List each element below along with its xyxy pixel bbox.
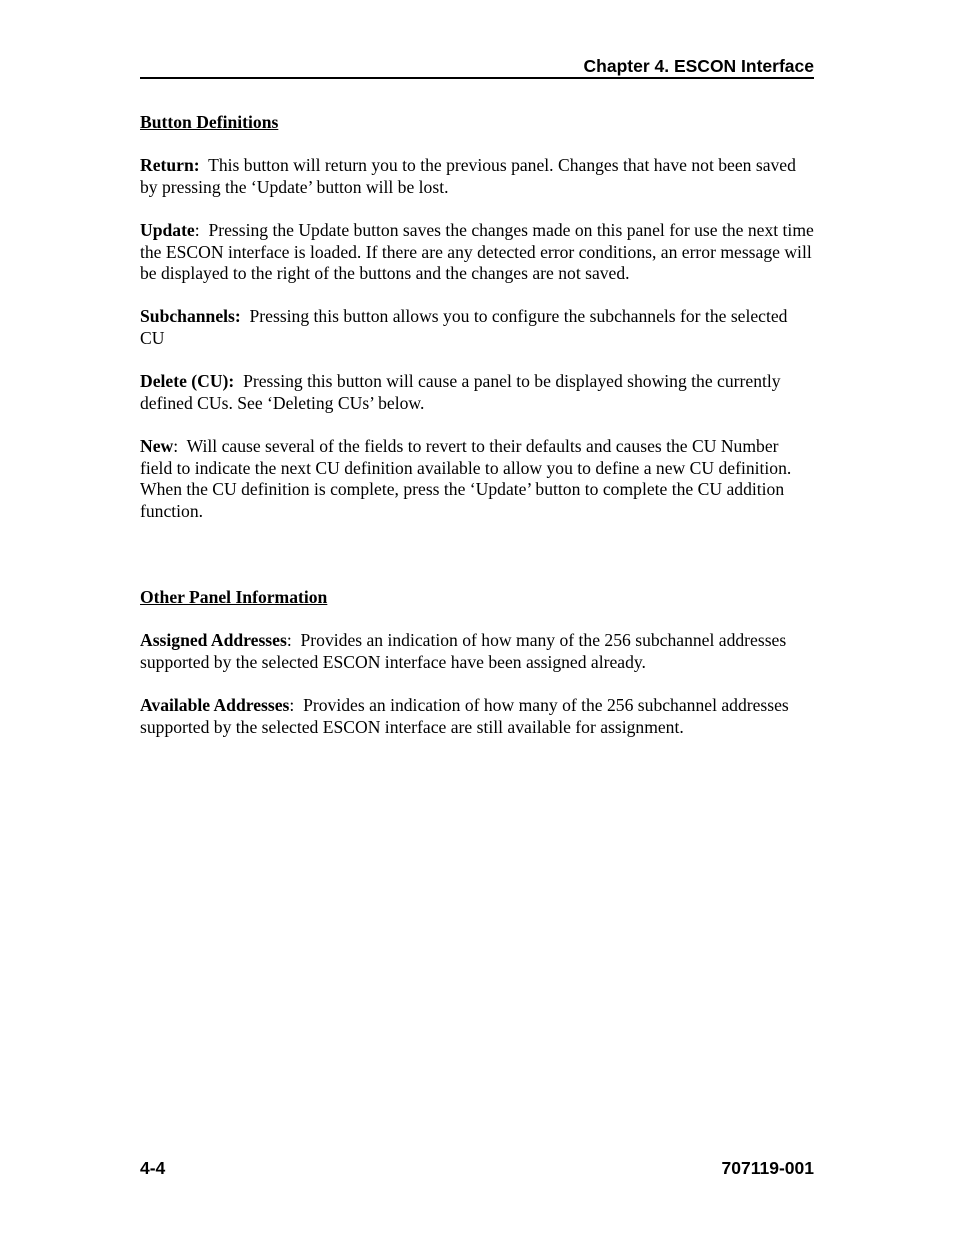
page-footer (140, 1158, 814, 1179)
definition-text: Pressing this button will cause a panel to be displayed showing the currently defined CUs. See ‘Deleting CUs’ below. (140, 371, 781, 413)
chapter-title: Chapter 4. ESCON Interface (583, 56, 814, 76)
section-heading: Other Panel Information (140, 587, 328, 608)
definition-term: Update (140, 219, 195, 240)
definition-delete-cu (140, 371, 814, 414)
definition-new (140, 436, 814, 522)
definition-separator (200, 155, 208, 175)
definition-separator: : (286, 630, 301, 651)
page-content (140, 112, 814, 760)
definition-text: This button will return you to the previous panel. Changes that have not been saved by pressing the ‘Update’ button will be lost. (140, 155, 796, 197)
definition-term: Subchannels: (140, 306, 241, 327)
definition-text: Pressing this button allows you to configure the subchannels for the selected CU (140, 306, 788, 348)
definition-separator: : (194, 219, 209, 240)
definition-assigned-addresses (140, 630, 814, 673)
definition-text: Pressing the Update button saves the changes made on this panel for use the next time the ESCON interface is loaded. If there are any detected error conditions, an error message will be displayed to the right of the buttons and the changes are not saved. (140, 219, 814, 284)
definition-available-addresses (140, 695, 814, 738)
definition-separator (234, 371, 243, 391)
definition-term: Available Addresses (140, 695, 290, 716)
definition-separator (241, 306, 250, 326)
definition-separator: : (173, 435, 187, 456)
document-number: 707119-001 (721, 1158, 814, 1178)
page-number: 4-4 (140, 1158, 166, 1178)
definition-update (140, 220, 814, 285)
definition-term: Delete (CU): (140, 371, 235, 392)
definition-return (140, 155, 814, 198)
section-heading: Button Definitions (140, 112, 279, 132)
definition-term: New (140, 435, 174, 456)
definition-term: Return: (140, 155, 200, 176)
page-header (140, 56, 814, 79)
definition-text: Provides an indication of how many of the 256 subchannel addresses supported by the selected ESCON interface have been assigned already. (140, 630, 787, 672)
definition-text: Provides an indication of how many of the 256 subchannel addresses supported by the selected ESCON interface are still available for assignment. (140, 695, 789, 737)
section-other-panel-information (140, 587, 814, 738)
definition-separator: : (289, 695, 304, 716)
section-spacer (140, 544, 814, 587)
definition-text: Will cause several of the fields to revert to their defaults and causes the CU Number field to indicate the next CU definition available to allow you to define a new CU definition. When the CU definition is complete, press the ‘Update’ button to complete the CU addition function. (140, 435, 792, 521)
definition-term: Assigned Addresses (140, 630, 287, 651)
section-button-definitions (140, 112, 814, 522)
definition-subchannels (140, 306, 814, 349)
